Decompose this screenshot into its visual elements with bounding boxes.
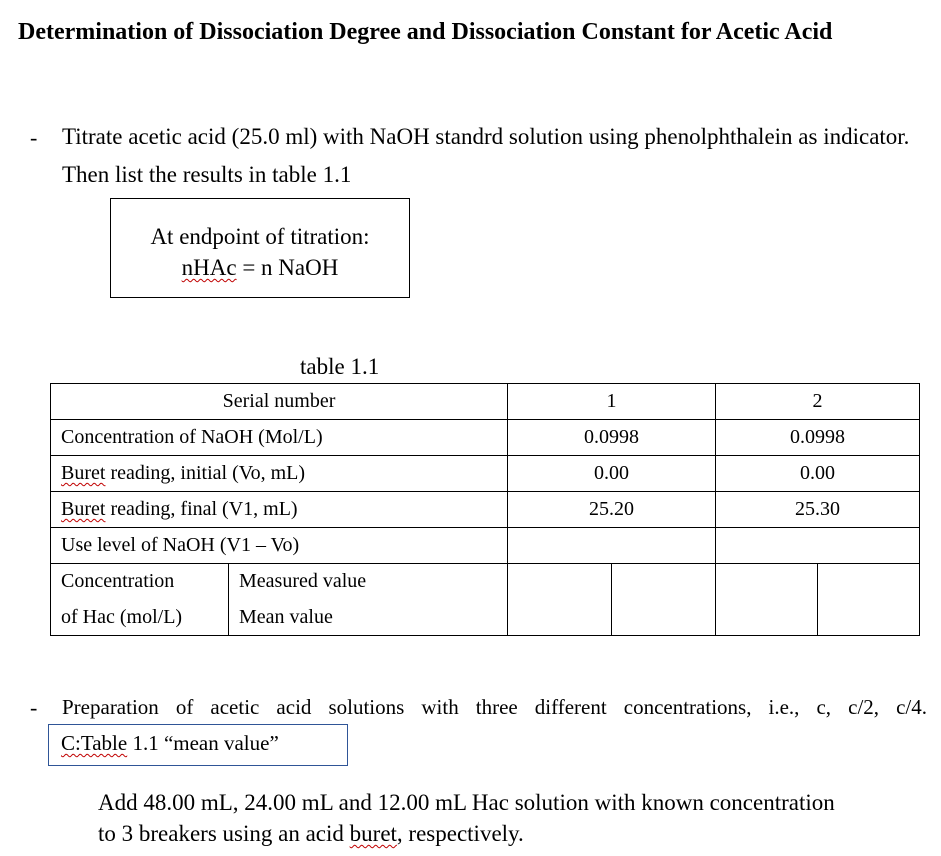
cell-value: 0.0998 <box>508 420 716 456</box>
table-row <box>51 528 920 564</box>
table-row <box>51 420 920 456</box>
empty-cell <box>716 564 818 636</box>
endpoint-equation <box>111 252 409 283</box>
table-header-col1: 1 <box>508 384 716 420</box>
row-label-rest: reading, final (V1, mL) <box>105 498 298 520</box>
equation-rest: = n NaOH <box>236 255 339 280</box>
spellcheck-word: Buret <box>61 462 106 484</box>
procedure-text-end: , respectively. <box>396 821 524 846</box>
procedure-text: Add 48.00 mL, 24.00 mL and 12.00 mL Hac solution with known concentration to 3 breakers using an acid <box>98 790 835 846</box>
cell-value: 25.30 <box>716 492 920 528</box>
concentration-note-box <box>48 724 348 766</box>
bullet-marker: - <box>30 125 38 150</box>
row-label: Concentration of NaOH (Mol/L) <box>51 420 508 456</box>
cell-value <box>716 528 920 564</box>
spellcheck-word: Buret <box>61 498 106 520</box>
cell-value: 25.20 <box>508 492 716 528</box>
results-table <box>50 383 920 636</box>
cell-value: 0.00 <box>508 456 716 492</box>
row-label <box>51 456 508 492</box>
document-title: Determination of Dissociation Degree and Dissociation Constant for Acetic Acid <box>18 19 833 45</box>
concentration-label-line2: of Hac (mol/L) <box>51 600 229 636</box>
measured-value-label: Measured value <box>229 564 508 600</box>
empty-cell <box>612 564 716 636</box>
table-header-col2: 2 <box>716 384 920 420</box>
row-label-rest: reading, initial (Vo, mL) <box>105 462 306 484</box>
endpoint-box <box>110 198 410 298</box>
table-row <box>51 492 920 528</box>
endpoint-heading: At endpoint of titration: <box>150 224 370 249</box>
row-label: Use level of NaOH (V1 – Vo) <box>51 528 508 564</box>
mean-value-label: Mean value <box>229 600 508 636</box>
preparation-instruction: Preparation of acetic acid solutions with three different concentrations, i.e., c, c/2, c/4. <box>62 695 927 719</box>
concentration-label-line1: Concentration <box>51 564 229 600</box>
cell-value <box>508 528 716 564</box>
table-caption: table 1.1 <box>300 354 380 379</box>
spellcheck-word: buret <box>349 821 397 846</box>
table-header-label: Serial number <box>51 384 508 420</box>
empty-cell <box>818 564 920 636</box>
bullet-marker: - <box>30 695 38 720</box>
empty-cell <box>508 564 612 636</box>
spellcheck-word: C:Table <box>61 731 128 755</box>
table-row <box>51 384 920 420</box>
spellcheck-word: nHAc <box>181 255 237 280</box>
note-rest: 1.1 “mean value” <box>127 731 279 755</box>
procedure-paragraph <box>98 787 858 849</box>
table-row <box>51 456 920 492</box>
row-label <box>51 492 508 528</box>
titration-instruction: Titrate acetic acid (25.0 ml) with NaOH standrd solution using phenolphthalein as indicator. Then list the results in table 1.1 <box>62 124 910 187</box>
cell-value: 0.0998 <box>716 420 920 456</box>
table-row <box>51 564 920 600</box>
cell-value: 0.00 <box>716 456 920 492</box>
